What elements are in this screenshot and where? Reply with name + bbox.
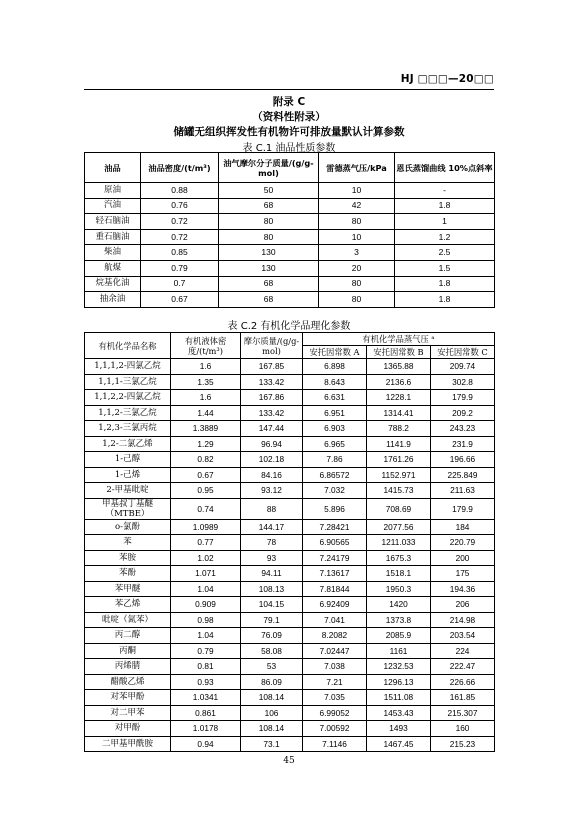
value-cell: 6.86572: [303, 467, 367, 483]
value-cell: 5.896: [303, 498, 367, 519]
value-cell: 222.47: [431, 659, 495, 675]
value-cell: 53: [241, 659, 303, 675]
value-cell: 220.79: [431, 535, 495, 551]
value-cell: 93: [241, 550, 303, 566]
value-cell: 0.72: [141, 214, 219, 230]
value-cell: 302.8: [431, 374, 495, 390]
value-cell: 68: [219, 276, 319, 292]
row-label-cell: 丙二醇: [85, 628, 171, 644]
value-cell: 8.643: [303, 374, 367, 390]
table2-header-antoine-c: 安托因常数 C: [431, 346, 495, 359]
value-cell: 79.1: [241, 612, 303, 628]
value-cell: 231.9: [431, 436, 495, 452]
value-cell: 78: [241, 535, 303, 551]
table-row: [85, 183, 495, 199]
value-cell: 1365.88: [367, 359, 431, 375]
table-row: [85, 721, 495, 737]
value-cell: 2.5: [395, 245, 495, 261]
table-row: [85, 498, 495, 519]
value-cell: 788.2: [367, 421, 431, 437]
value-cell: 108.14: [241, 690, 303, 706]
value-cell: 167.86: [241, 390, 303, 406]
value-cell: 1.29: [171, 436, 241, 452]
table-row: [85, 736, 495, 752]
table-row: [85, 690, 495, 706]
value-cell: 215.23: [431, 736, 495, 752]
table-row: [85, 674, 495, 690]
value-cell: 102.18: [241, 452, 303, 468]
table1-header-cell: 恩氏蒸馏曲线 10%点斜率: [395, 153, 495, 183]
value-cell: 0.909: [171, 597, 241, 613]
table2-header-density: 有机液体密度/(t/m³): [171, 333, 241, 359]
row-label-cell: 对甲酚: [85, 721, 171, 737]
table-row: [85, 597, 495, 613]
value-cell: 1.04: [171, 628, 241, 644]
value-cell: 68: [219, 292, 319, 308]
value-cell: 3: [319, 245, 395, 261]
value-cell: 2085.9: [367, 628, 431, 644]
value-cell: 200: [431, 550, 495, 566]
value-cell: 167.85: [241, 359, 303, 375]
value-cell: 1950.3: [367, 581, 431, 597]
appendix-subtitle: （资料性附录）: [252, 111, 326, 123]
row-label-cell: 柴油: [85, 245, 141, 261]
table-row: [85, 198, 495, 214]
value-cell: 161.85: [431, 690, 495, 706]
table-row: [85, 436, 495, 452]
value-cell: 196.66: [431, 452, 495, 468]
value-cell: 175: [431, 566, 495, 582]
value-cell: 0.79: [171, 643, 241, 659]
table-row: [85, 229, 495, 245]
row-label-cell: 苯: [85, 535, 171, 551]
table-row: [85, 390, 495, 406]
value-cell: 6.92409: [303, 597, 367, 613]
value-cell: 7.041: [303, 612, 367, 628]
table-row: [85, 659, 495, 675]
table-row: [85, 405, 495, 421]
value-cell: 86.09: [241, 674, 303, 690]
row-label-cell: 二甲基甲酰胺: [85, 736, 171, 752]
value-cell: 1761.26: [367, 452, 431, 468]
value-cell: 1.8: [395, 198, 495, 214]
table2-header-molar: 摩尔质量/(g/g-mol): [241, 333, 303, 359]
appendix-title: 附录 C: [272, 96, 306, 108]
value-cell: 1.2: [395, 229, 495, 245]
table1-header-cell: 油品: [85, 153, 141, 183]
value-cell: 133.42: [241, 405, 303, 421]
value-cell: 1228.1: [367, 390, 431, 406]
value-cell: 194.36: [431, 581, 495, 597]
table-row: [85, 535, 495, 551]
value-cell: 0.67: [171, 467, 241, 483]
value-cell: 1675.3: [367, 550, 431, 566]
row-label-cell: 轻石脑油: [85, 214, 141, 230]
value-cell: 1161: [367, 643, 431, 659]
row-label-cell: 重石脑油: [85, 229, 141, 245]
value-cell: 1467.45: [367, 736, 431, 752]
row-label-cell: 1,1,2-三氯乙烷: [85, 405, 171, 421]
value-cell: 0.861: [171, 705, 241, 721]
value-cell: 1314.41: [367, 405, 431, 421]
value-cell: 215.307: [431, 705, 495, 721]
row-label-cell: 吡啶（氮苯）: [85, 612, 171, 628]
value-cell: 73.1: [241, 736, 303, 752]
value-cell: 1415.73: [367, 483, 431, 499]
row-label-cell: 对苯甲酚: [85, 690, 171, 706]
value-cell: 106: [241, 705, 303, 721]
oil-properties-table: [84, 152, 495, 308]
table1-body: [85, 183, 495, 308]
value-cell: 1.04: [171, 581, 241, 597]
value-cell: 0.95: [171, 483, 241, 499]
value-cell: 209.2: [431, 405, 495, 421]
table-row: [85, 260, 495, 276]
value-cell: 108.14: [241, 721, 303, 737]
value-cell: 1: [395, 214, 495, 230]
value-cell: 6.951: [303, 405, 367, 421]
value-cell: 0.98: [171, 612, 241, 628]
value-cell: 0.79: [141, 260, 219, 276]
row-label-cell: 丙酮: [85, 643, 171, 659]
value-cell: 1.6: [171, 390, 241, 406]
table-row: [85, 467, 495, 483]
value-cell: 147.44: [241, 421, 303, 437]
value-cell: 0.67: [141, 292, 219, 308]
value-cell: 2077.56: [367, 519, 431, 535]
row-label-cell: 苯酚: [85, 566, 171, 582]
value-cell: 1.3889: [171, 421, 241, 437]
row-label-cell: 抽余油: [85, 292, 141, 308]
row-label-cell: 1,1,1-三氯乙烷: [85, 374, 171, 390]
value-cell: 7.02447: [303, 643, 367, 659]
value-cell: 0.88: [141, 183, 219, 199]
value-cell: 1373.8: [367, 612, 431, 628]
value-cell: 0.93: [171, 674, 241, 690]
table-row: [85, 214, 495, 230]
value-cell: 1420: [367, 597, 431, 613]
table2-body: [85, 359, 495, 752]
value-cell: 1.071: [171, 566, 241, 582]
value-cell: 8.2082: [303, 628, 367, 644]
value-cell: 130: [219, 245, 319, 261]
value-cell: 80: [319, 214, 395, 230]
row-label-cell: 1,2-二氯乙烯: [85, 436, 171, 452]
row-label-cell: 汽油: [85, 198, 141, 214]
value-cell: 7.1146: [303, 736, 367, 752]
value-cell: 84.16: [241, 467, 303, 483]
value-cell: 209.74: [431, 359, 495, 375]
value-cell: 80: [219, 229, 319, 245]
value-cell: 179.9: [431, 498, 495, 519]
value-cell: 80: [319, 276, 395, 292]
row-label-cell: 1-己醇: [85, 452, 171, 468]
row-label-cell: 1,1,1,2-四氯乙烷: [85, 359, 171, 375]
value-cell: 206: [431, 597, 495, 613]
table2-header-name: 有机化学品名称: [85, 333, 171, 359]
value-cell: 1.5: [395, 260, 495, 276]
chemical-properties-table: [84, 332, 495, 752]
value-cell: 0.82: [171, 452, 241, 468]
table-row: [85, 276, 495, 292]
standard-header: HJ □□□—20□□: [400, 73, 494, 85]
value-cell: 1232.53: [367, 659, 431, 675]
value-cell: 179.9: [431, 390, 495, 406]
value-cell: 7.24179: [303, 550, 367, 566]
value-cell: 96.94: [241, 436, 303, 452]
row-label-cell: 丙烯腈: [85, 659, 171, 675]
table-row: [85, 643, 495, 659]
value-cell: 6.965: [303, 436, 367, 452]
value-cell: 211.63: [431, 483, 495, 499]
value-cell: 243.23: [431, 421, 495, 437]
value-cell: 708.69: [367, 498, 431, 519]
value-cell: 1511.08: [367, 690, 431, 706]
row-label-cell: 原油: [85, 183, 141, 199]
table1-header-cell: 油品密度/(t/m³): [141, 153, 219, 183]
value-cell: 7.13617: [303, 566, 367, 582]
value-cell: 10: [319, 183, 395, 199]
row-label-cell: 醋酸乙烯: [85, 674, 171, 690]
table-row: [85, 292, 495, 308]
row-label-cell: 1-己烯: [85, 467, 171, 483]
value-cell: 1.8: [395, 276, 495, 292]
table1-header-row: [85, 153, 495, 183]
value-cell: 214.98: [431, 612, 495, 628]
value-cell: 6.898: [303, 359, 367, 375]
value-cell: 1.8: [395, 292, 495, 308]
table2-header-antoine-a: 安托因常数 A: [303, 346, 367, 359]
table-row: [85, 628, 495, 644]
value-cell: 225.849: [431, 467, 495, 483]
value-cell: 0.77: [171, 535, 241, 551]
table1-header-cell: 雷德蒸气压/kPa: [319, 153, 395, 183]
value-cell: 1.0989: [171, 519, 241, 535]
value-cell: 1518.1: [367, 566, 431, 582]
value-cell: 1.44: [171, 405, 241, 421]
value-cell: 6.90565: [303, 535, 367, 551]
value-cell: 7.21: [303, 674, 367, 690]
value-cell: 76.09: [241, 628, 303, 644]
row-label-cell: o-氯酚: [85, 519, 171, 535]
value-cell: 7.86: [303, 452, 367, 468]
row-label-cell: 对二甲苯: [85, 705, 171, 721]
table-row: [85, 550, 495, 566]
value-cell: 1.0178: [171, 721, 241, 737]
value-cell: 20: [319, 260, 395, 276]
table2-header-antoine-b: 安托因常数 B: [367, 346, 431, 359]
table2-header-vapor: 有机化学品蒸气压 ᵃ: [303, 333, 495, 346]
value-cell: 1152.971: [367, 467, 431, 483]
value-cell: 0.94: [171, 736, 241, 752]
value-cell: 0.76: [141, 198, 219, 214]
value-cell: 7.28421: [303, 519, 367, 535]
table2-header-row: [85, 333, 495, 346]
value-cell: 80: [319, 292, 395, 308]
value-cell: -: [395, 183, 495, 199]
value-cell: 6.99052: [303, 705, 367, 721]
value-cell: 0.7: [141, 276, 219, 292]
value-cell: 88: [241, 498, 303, 519]
value-cell: 7.81844: [303, 581, 367, 597]
value-cell: 104.15: [241, 597, 303, 613]
row-label-cell: 航煤: [85, 260, 141, 276]
value-cell: 42: [319, 198, 395, 214]
value-cell: 133.42: [241, 374, 303, 390]
row-label-cell: 烷基化油: [85, 276, 141, 292]
value-cell: 7.038: [303, 659, 367, 675]
appendix-heading: 储罐无组织挥发性有机物许可排放量默认计算参数: [173, 126, 405, 138]
value-cell: 58.08: [241, 643, 303, 659]
value-cell: 184: [431, 519, 495, 535]
table-row: [85, 581, 495, 597]
table-row: [85, 359, 495, 375]
value-cell: 203.54: [431, 628, 495, 644]
value-cell: 1.02: [171, 550, 241, 566]
value-cell: 0.72: [141, 229, 219, 245]
row-label-cell: 甲基叔丁基醚（MTBE）: [85, 498, 171, 519]
value-cell: 0.81: [171, 659, 241, 675]
value-cell: 0.85: [141, 245, 219, 261]
value-cell: 93.12: [241, 483, 303, 499]
value-cell: 6.631: [303, 390, 367, 406]
row-label-cell: 1,2,3-三氯丙烷: [85, 421, 171, 437]
value-cell: 6.903: [303, 421, 367, 437]
header-rule: [84, 89, 494, 90]
table1-header-cell: 油气摩尔分子质量/(g/g-mol): [219, 153, 319, 183]
value-cell: 2136.6: [367, 374, 431, 390]
row-label-cell: 苯乙烯: [85, 597, 171, 613]
table2-caption: 表 C.2 有机化学品理化参数: [227, 321, 351, 332]
value-cell: 50: [219, 183, 319, 199]
row-label-cell: 1,1,2,2-四氯乙烷: [85, 390, 171, 406]
value-cell: 130: [219, 260, 319, 276]
value-cell: 226.66: [431, 674, 495, 690]
table-row: [85, 483, 495, 499]
table-row: [85, 566, 495, 582]
value-cell: 7.035: [303, 690, 367, 706]
value-cell: 1296.13: [367, 674, 431, 690]
row-label-cell: 苯甲醚: [85, 581, 171, 597]
table-row: [85, 421, 495, 437]
value-cell: 7.032: [303, 483, 367, 499]
value-cell: 1.0341: [171, 690, 241, 706]
value-cell: 1453.43: [367, 705, 431, 721]
row-label-cell: 2-甲基吡啶: [85, 483, 171, 499]
table1-caption: 表 C.1 油品性质参数: [242, 143, 336, 154]
value-cell: 1493: [367, 721, 431, 737]
value-cell: 1.35: [171, 374, 241, 390]
value-cell: 144.17: [241, 519, 303, 535]
value-cell: 94.11: [241, 566, 303, 582]
value-cell: 80: [219, 214, 319, 230]
row-label-cell: 苯胺: [85, 550, 171, 566]
value-cell: 1211.033: [367, 535, 431, 551]
value-cell: 108.13: [241, 581, 303, 597]
value-cell: 68: [219, 198, 319, 214]
table-row: [85, 519, 495, 535]
value-cell: 1.6: [171, 359, 241, 375]
value-cell: 0.74: [171, 498, 241, 519]
table-row: [85, 612, 495, 628]
value-cell: 160: [431, 721, 495, 737]
table-row: [85, 374, 495, 390]
value-cell: 10: [319, 229, 395, 245]
page-number: 45: [283, 756, 295, 766]
value-cell: 7.00592: [303, 721, 367, 737]
value-cell: 224: [431, 643, 495, 659]
value-cell: 1141.9: [367, 436, 431, 452]
table-row: [85, 245, 495, 261]
table-row: [85, 705, 495, 721]
table-row: [85, 452, 495, 468]
